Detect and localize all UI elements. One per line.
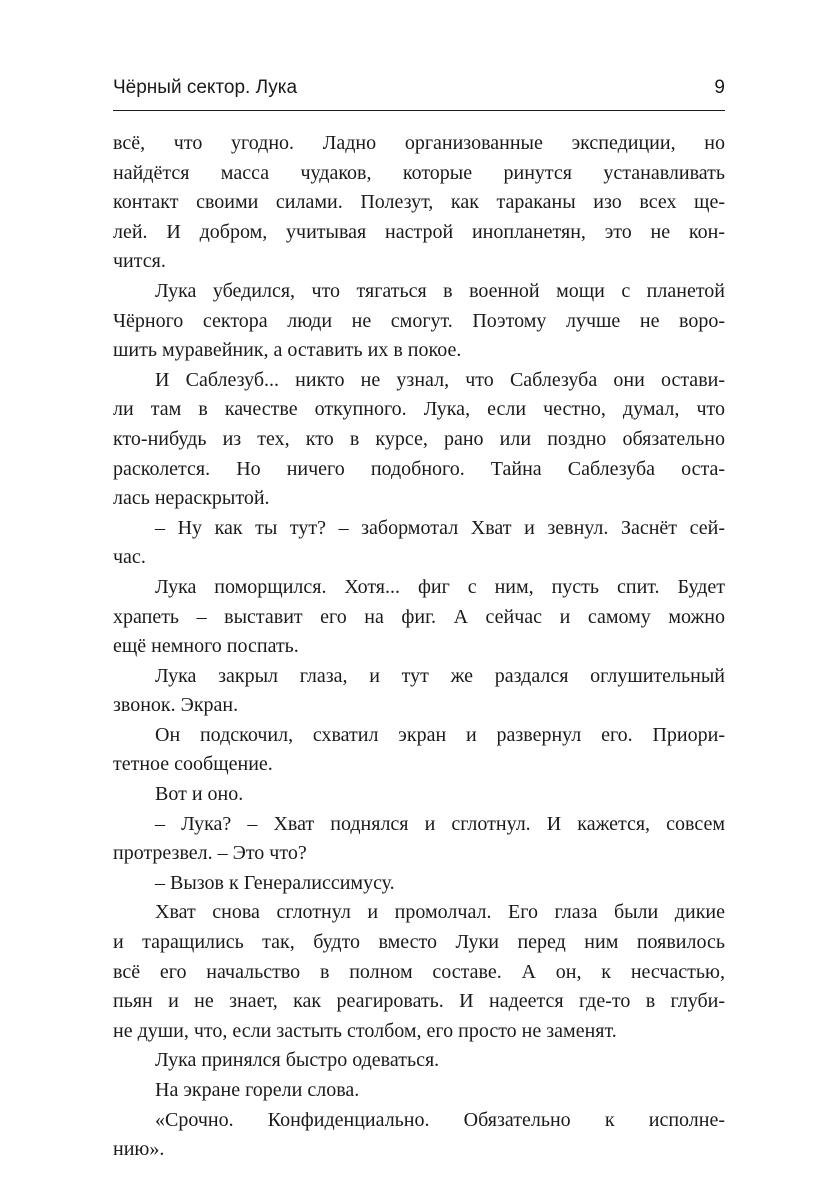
text-line: – Вызов к Генералиссимусу. bbox=[155, 871, 395, 894]
text-line: «Срочно. Конфиденциально. Обязательно к исполне- bbox=[155, 1108, 725, 1131]
text-line: тетное сообщение. bbox=[113, 753, 273, 776]
text-line: лей. И добром, учитывая настрой инопланетян, это не кон- bbox=[113, 220, 725, 243]
running-head bbox=[113, 74, 725, 102]
text-line: Лука убедился, что тягаться в военной мощи с планетой bbox=[155, 279, 725, 302]
page-number: 9 bbox=[714, 77, 725, 98]
text-line: Хват снова сглотнул и промолчал. Его глаза были дикие bbox=[155, 901, 725, 924]
text-line: нию». bbox=[113, 1138, 165, 1161]
text-line: и таращились так, будто вместо Луки перед ним появилось bbox=[113, 931, 725, 954]
text-line: час. bbox=[113, 546, 146, 569]
text-line: ли там в качестве откупного. Лука, если честно, думал, что bbox=[113, 398, 725, 421]
body-text bbox=[113, 129, 725, 1165]
text-line: не души, что, если застыть столбом, его просто не заменят. bbox=[113, 1019, 617, 1042]
header-rule bbox=[113, 110, 725, 111]
text-line: – Ну как ты тут? – забормотал Хват и зевнул. Заснёт сей- bbox=[155, 516, 725, 539]
text-line: Он подскочил, схватил экран и развернул его. Приори- bbox=[155, 723, 725, 746]
running-head-title: Чёрный сектор. Лука bbox=[113, 77, 298, 98]
text-line: И Саблезуб... никто не узнал, что Саблезуба они остави- bbox=[155, 368, 725, 391]
text-line: ещё немного поспать. bbox=[113, 635, 299, 658]
text-line: Чёрного сектора люди не смогут. Поэтому лучше не воро- bbox=[113, 309, 725, 332]
text-line: лась нераскрытой. bbox=[113, 487, 270, 510]
text-line: Лука закрыл глаза, и тут же раздался оглушительный bbox=[155, 664, 725, 687]
text-line: – Лука? – Хват поднялся и сглотнул. И кажется, совсем bbox=[155, 812, 725, 835]
text-line: всё, что угодно. Ладно организованные экспедиции, но bbox=[113, 132, 725, 154]
text-line: Лука поморщился. Хотя... фиг с ним, пусть спит. Будет bbox=[155, 575, 725, 598]
text-line: контакт своими силами. Полезут, как тараканы изо всех ще- bbox=[113, 191, 725, 214]
text-line: расколется. Но ничего подобного. Тайна Саблезуба оста- bbox=[113, 457, 725, 480]
text-line: Лука принялся быстро одеваться. bbox=[155, 1049, 440, 1072]
text-line: чится. bbox=[113, 250, 166, 273]
text-line: протрезвел. – Это что? bbox=[113, 842, 307, 865]
text-line: звонок. Экран. bbox=[113, 694, 239, 717]
text-line: кто-нибудь из тех, кто в курсе, рано или поздно обязательно bbox=[113, 427, 725, 450]
text-line: На экране горели слова. bbox=[155, 1079, 360, 1101]
text-line: шить муравейник, а оставить их в покое. bbox=[113, 339, 462, 362]
text-line: найдётся масса чудаков, которые ринутся устанавливать bbox=[113, 161, 725, 184]
text-line: всё его начальство в полном составе. А он, к несчастью, bbox=[113, 960, 725, 983]
text-line: Вот и оно. bbox=[155, 783, 244, 806]
text-line: пьян и не знает, как реагировать. И надеется где-то в глуби- bbox=[113, 990, 725, 1013]
text-line: храпеть – выставит его на фиг. А сейчас и самому можно bbox=[113, 605, 725, 628]
